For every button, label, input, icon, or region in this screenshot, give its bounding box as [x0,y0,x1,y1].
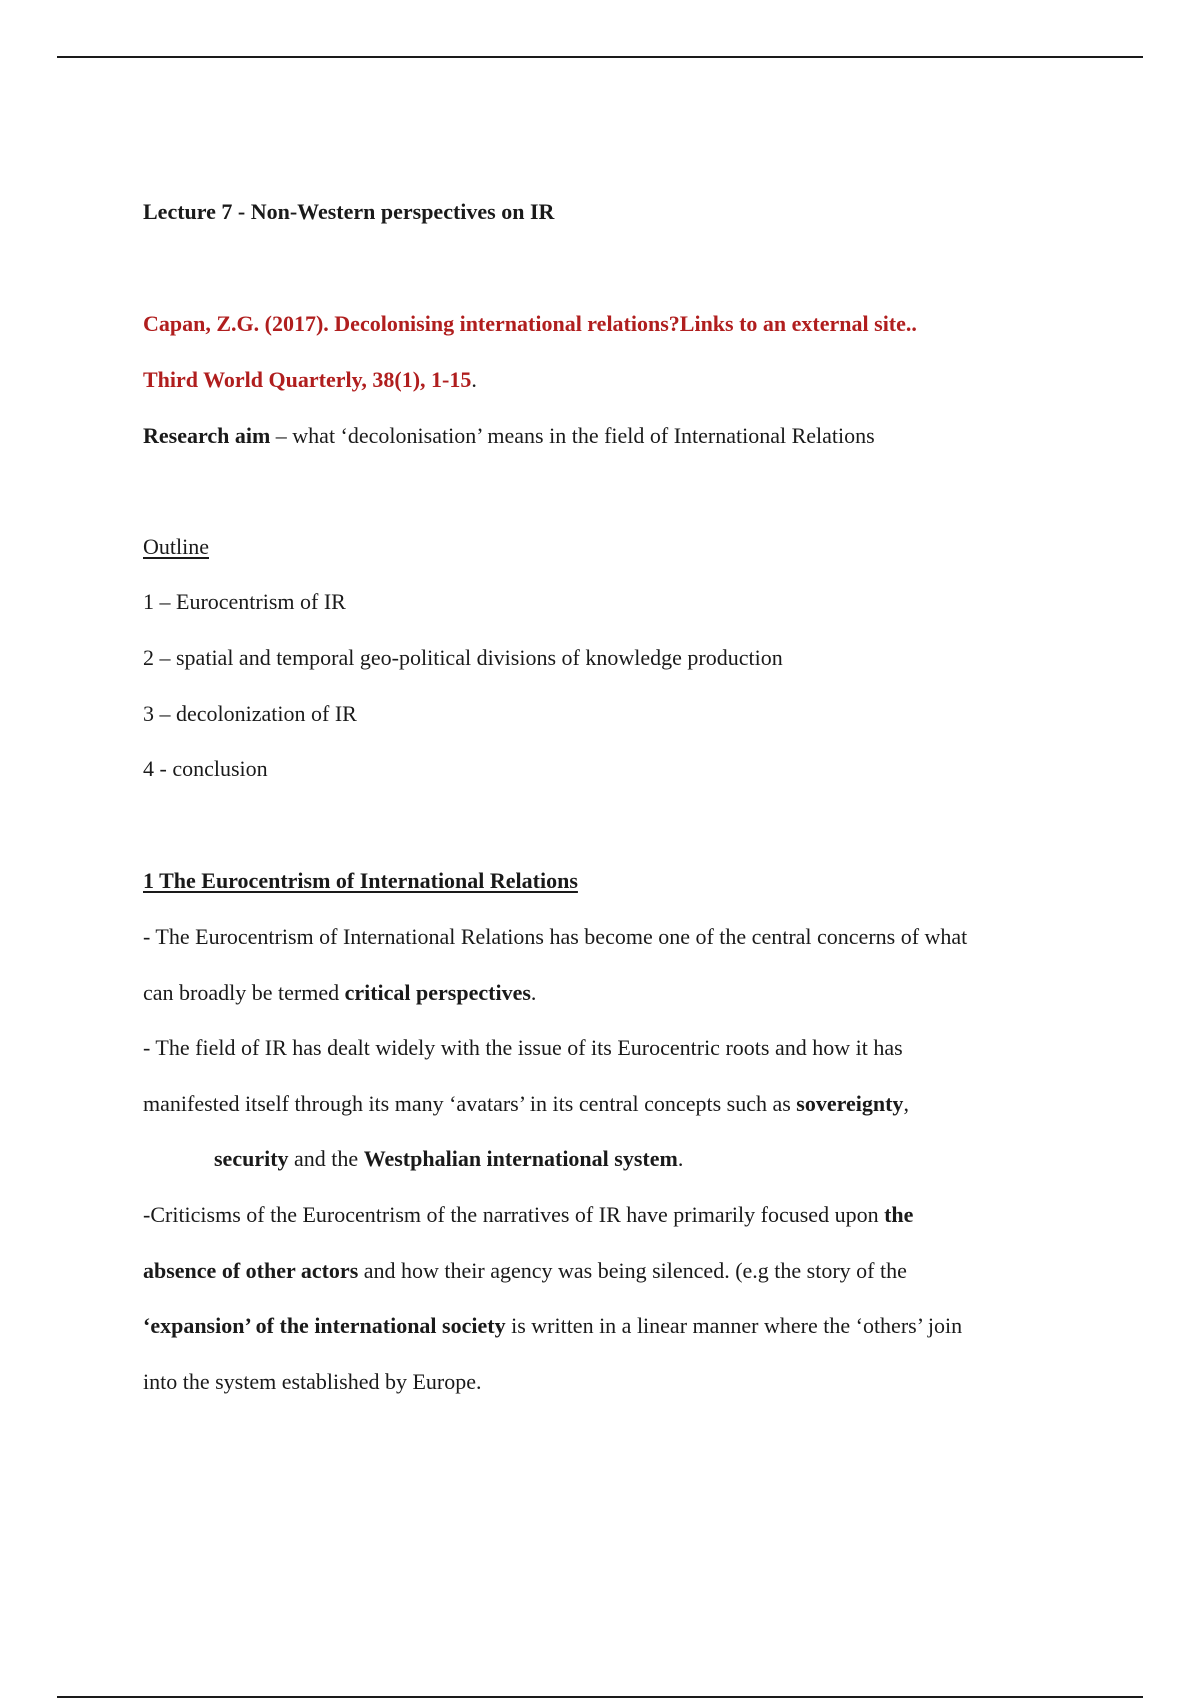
outline-item-2: 2 – spatial and temporal geo-political divisions of knowledge production [143,645,783,670]
outline-heading: Outline [143,534,209,559]
para-2-line-3 [214,1145,683,1173]
text-span: . [677,1146,684,1171]
text-span: -Criticisms of the Eurocentrism of the narratives of IR have primarily focused upon [143,1202,885,1227]
outline-item-3: 3 – decolonization of IR [143,701,357,726]
bold-term: ‘expansion’ of the international society [143,1313,506,1338]
bottom-rule [57,1696,1143,1698]
text-span: can broadly be termed [143,980,345,1005]
bold-term: Westphalian international system [363,1146,678,1171]
outline-item-1: 1 – Eurocentrism of IR [143,589,346,614]
text-span: and the [288,1146,364,1171]
text-span: is written in a linear manner where the ‘others’ join [505,1313,963,1338]
para-2-line-1: - The field of IR has dealt widely with the issue of its Eurocentric roots and how it has [143,1035,903,1060]
para-1-line-1: - The Eurocentrism of International Relations has become one of the central concerns of what [143,924,968,949]
para-3-line-3 [143,1312,962,1340]
para-1-line-2 [143,979,536,1007]
bold-term: security [214,1146,289,1171]
text-span: manifested itself through its many ‘avatars’ in its central concepts such as [143,1091,797,1116]
reference-period: . [471,367,477,392]
top-rule [57,56,1143,58]
reference-line-1[interactable]: Capan, Z.G. (2017). Decolonising international relations?Links to an external site.. [143,311,917,336]
text-span: , [903,1091,909,1116]
lecture-title: Lecture 7 - Non-Western perspectives on IR [143,199,555,224]
research-aim [143,422,875,450]
text-span: and how their agency was being silenced. (e.g the story of the [358,1258,907,1283]
para-3-line-4: into the system established by Europe. [143,1369,482,1394]
section-1-heading: 1 The Eurocentrism of International Relations [143,868,578,893]
bold-term: the [884,1202,914,1227]
research-aim-label: Research aim [143,423,271,448]
text-span: . [530,980,537,1005]
reference-line-2[interactable] [143,366,477,394]
bold-term: absence of other actors [143,1258,359,1283]
bold-term: sovereignty [796,1091,904,1116]
bold-term: critical perspectives [344,980,531,1005]
para-3-line-2 [143,1257,907,1285]
outline-item-4: 4 - conclusion [143,756,268,781]
research-aim-text: – what ‘decolonisation’ means in the field of International Relations [270,423,875,448]
para-3-line-1 [143,1201,913,1229]
reference-journal: Third World Quarterly, 38(1), 1-15 [143,367,472,392]
para-2-line-2 [143,1090,909,1118]
